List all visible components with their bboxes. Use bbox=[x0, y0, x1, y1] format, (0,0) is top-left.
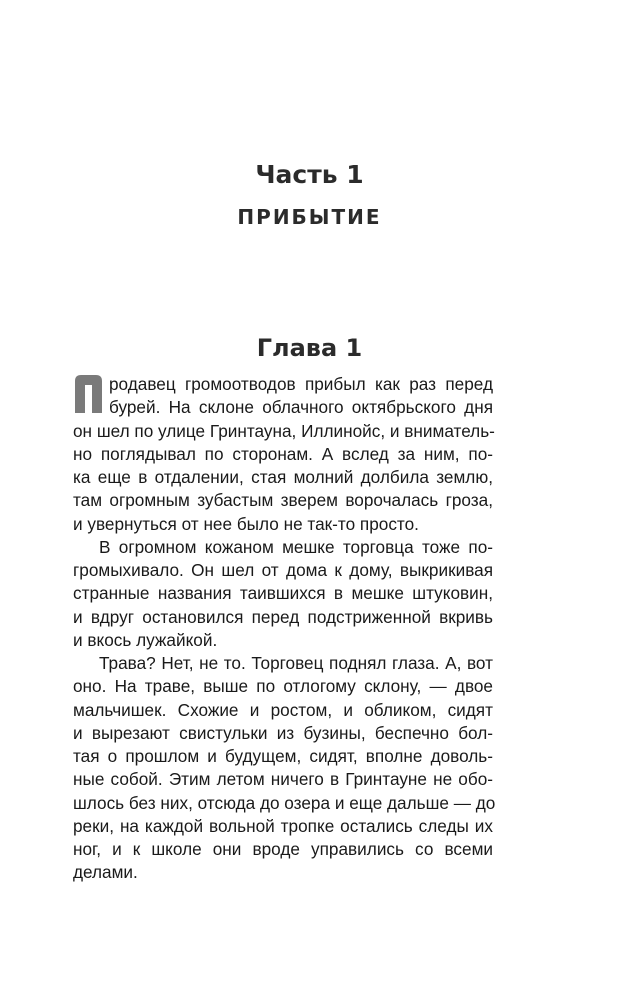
text-line: мальчишек. Схожие и ростом, и обликом, сидят bbox=[73, 699, 493, 720]
text-line: там огромным зубастым зверем ворочалась гроза, bbox=[73, 490, 493, 511]
part-heading: Часть 1 bbox=[255, 160, 364, 189]
body-text bbox=[73, 373, 496, 885]
text-line: но поглядывал по сторонам. А вслед за ним, по- bbox=[73, 443, 493, 464]
text-line: шлось без них, отсюда до озера и еще дальше — до bbox=[73, 792, 496, 813]
text-line: и увернуться от нее было не так-то просто. bbox=[73, 513, 419, 534]
text-line: бурей. На склоне облачного октябрьского дня bbox=[109, 397, 493, 418]
text-line: и вдруг остановился перед подстриженной вкривь bbox=[73, 606, 493, 627]
text-line: Трава? Нет, не то. Торговец поднял глаза. А, вот bbox=[99, 653, 493, 673]
text-line: родавец громоотводов прибыл как раз перед bbox=[109, 374, 493, 394]
text-line: и вырезают свистульки из бузины, беспечно бол- bbox=[73, 722, 493, 743]
text-line: оно. На траве, выше по отлогому склону, — двое bbox=[73, 676, 493, 697]
text-line: ног, и к школе они вроде управились со всеми bbox=[73, 839, 493, 859]
chapter-heading: Глава 1 bbox=[256, 334, 363, 362]
part-title: ПРИБЫТИЕ bbox=[237, 205, 382, 229]
text-line: В огромном кожаном мешке торговца тоже по- bbox=[99, 536, 493, 557]
text-line: ка еще в отдалении, стая молний долбила землю, bbox=[73, 467, 493, 487]
text-line: реки, на каждой вольной тропке остались следы их bbox=[73, 815, 493, 836]
text-line: ные собой. Этим летом ничего в Гринтауне не обо- bbox=[73, 769, 493, 790]
text-line: громыхивало. Он шел от дома к дому, выкрикивая bbox=[73, 560, 493, 580]
text-line: он шел по улице Гринтауна, Иллинойс, и вниматель- bbox=[73, 420, 495, 441]
text-line: тая о прошлом и будущем, сидят, вполне доволь- bbox=[73, 746, 493, 766]
text-line: делами. bbox=[73, 862, 138, 883]
text-line: и вкось лужайкой. bbox=[73, 629, 218, 650]
text-line: странные названия таившихся в мешке штуковин, bbox=[73, 583, 493, 604]
